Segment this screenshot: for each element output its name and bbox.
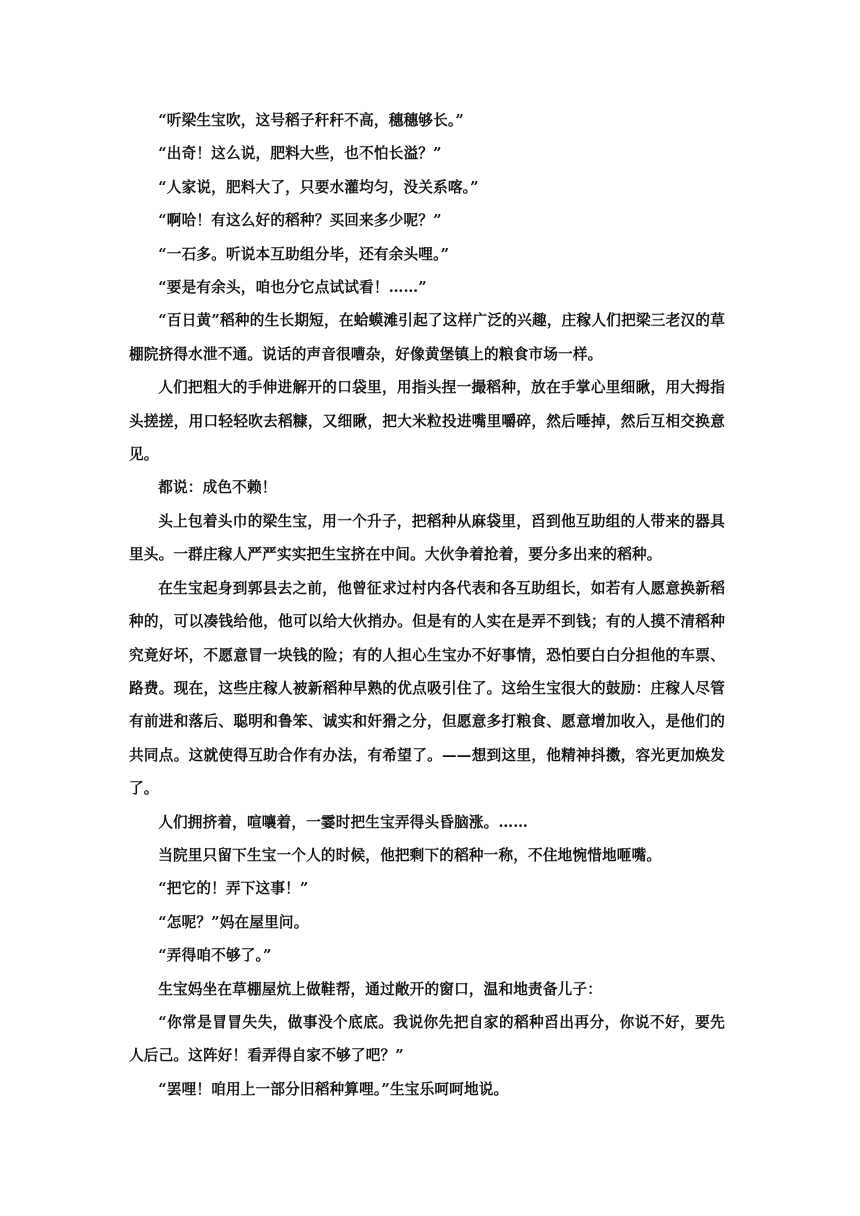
paragraph: “怎呢？”妈在屋里问。 [158, 913, 309, 931]
paragraph: “听梁生宝吹，这号稻子秆秆不高，穗穗够长。” [158, 112, 464, 129]
paragraph: 当院里只留下生宝一个人的时候，他把剩下的稻种一称，不住地惋惜地咂嘴。 [158, 846, 662, 864]
paragraph: 生宝妈坐在草棚屋炕上做鞋帮，通过敞开的窗口，温和地责备儿子： [158, 980, 603, 998]
paragraph: 在生宝起身到郭县去之前，他曾征求过村内各代表和各互助组长，如若有人愿意换新稻种的，可以凑钱给他，他可以给大伙捎办。但是有的人实在是弄不到钱；有的人摸不清稻种究竟好坏，不愿意冒一块钱的险；有的人担心生宝办不好事情，恐怕要白白分担他的车票、路费。现在，这些庄稼人被新稻种早熟的优点吸引住了。这给生宝很大的鼓励：庄稼人尽管有前进和落后、聪明和鲁笨、诚实和奸猾之分，但愿意多打粮食、愿意增加收入，是他们的共同点。这就使得互助合作有办法，有希望了。——想到这里，他精神抖擞，容光更加焕发了。 [129, 579, 725, 798]
paragraph: “百日黄”稻种的生长期短，在蛤蟆滩引起了这样广泛的兴趣，庄稼人们把梁三老汉的草棚院挤得水泄不通。说话的声音很嘈杂，好像黄堡镇上的粮食市场一样。 [129, 312, 725, 363]
paragraph: “你常是冒冒失失，做事没个底底。我说你先把自家的稻种舀出再分，你说不好，要先人后己。这阵好！看弄得自家不够了吧？” [129, 1013, 725, 1065]
paragraph: 都说：成色不赖！ [158, 479, 277, 497]
paragraph: “弄得咱不够了。” [158, 947, 272, 965]
paragraph: “把它的！弄下这事！” [158, 880, 309, 898]
paragraph: 人们拥挤着，喧嚷着，一霎时把生宝弄得头昏脑涨。…… [158, 813, 529, 831]
paragraph: “一石多。听说本互助组分毕，还有余头哩。” [158, 245, 450, 263]
paragraph: “罢哩！咱用上一部分旧稻种算哩。”生宝乐呵呵地说。 [158, 1080, 509, 1098]
document-body [129, 104, 725, 1106]
paragraph: “出奇！这么说，肥料大些，也不怕长溢？” [158, 145, 442, 163]
paragraph: 人们把粗大的手伸进解开的口袋里，用指头捏一撮稻种，放在手掌心里细瞅，用大拇指头搓搓，用口轻轻吹去稻糠，又细瞅，把大米粒投进嘴里嚼碎，然后唾掉，然后互相交换意见。 [129, 379, 725, 464]
paragraph: 头上包着头巾的梁生宝，用一个升子，把稻种从麻袋里，舀到他互助组的人带来的器具里头。一群庄稼人严严实实把生宝挤在中间。大伙争着抢着，要分多出来的稻种。 [129, 512, 725, 564]
paragraph: “人家说，肥料大了，只要水灌均匀，没关系喀。” [158, 178, 479, 196]
paragraph: “要是有余头，咱也分它点试试看！……” [158, 279, 427, 297]
paragraph: “啊哈！有这么好的稻种？买回来多少呢？” [158, 212, 442, 230]
